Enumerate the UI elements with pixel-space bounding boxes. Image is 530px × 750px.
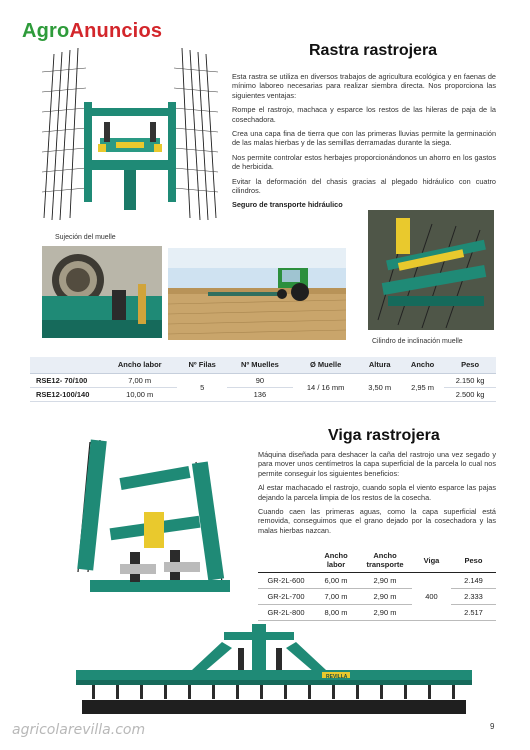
table-header-peso: Peso [444, 357, 496, 373]
table-header-altura: Altura [358, 357, 401, 373]
table-header-diametro: Ø Muelle [293, 357, 359, 373]
paragraph: Cuando caen las primeras aguas, como la capa superficial está removida, conseguimos que el grano dejado por la cosechadora y las malas hierbas nazcan. [258, 507, 496, 535]
cell-ancho-labor: 7,00 m [314, 589, 358, 605]
cell-model: GR-2L-700 [258, 589, 314, 605]
cylinder-caption: Cilindro de inclinación muelle [372, 338, 463, 345]
table-row [258, 573, 496, 589]
cell-muelles: 90 [227, 373, 293, 387]
paragraph: Al estar machacado el rastrojo, cuando sopla el viento esparce las pajas dejando la parcela limpia de los restos de la cosecha. [258, 483, 496, 502]
cell-ancho-labor: 7,00 m [102, 373, 177, 387]
cell-peso: 2.333 [451, 589, 496, 605]
cell-altura: 3,50 m [358, 373, 401, 401]
section2-title: Viga rastrojera [328, 427, 440, 444]
section2-body [258, 450, 496, 540]
cell-diametro: 14 / 16 mm [293, 373, 359, 401]
cell-model: GR-2L-600 [258, 573, 314, 589]
field-work-photo [168, 248, 346, 340]
table-row [30, 373, 496, 387]
cell-filas: 5 [177, 373, 227, 401]
table-header-ancho-labor: Ancho labor [102, 357, 177, 373]
viga-brand-label: REVILLA [326, 674, 348, 680]
cell-ancho: 2,95 m [401, 373, 444, 401]
table-header-ancho-labor: Ancho labor [314, 548, 358, 573]
hydraulic-transport-line: Seguro de transporte hidráulico [232, 200, 343, 210]
agroanuncios-logo [22, 20, 162, 43]
table-header-ancho: Ancho [401, 357, 444, 373]
logo-anuncios: Anuncios [69, 20, 163, 42]
table-header-ancho-transporte: Ancho transporte [358, 548, 412, 573]
viga-specs-table [258, 548, 496, 621]
cell-transporte: 2,90 m [358, 589, 412, 605]
paragraph: Evitar la deformación del chasis gracias al plegado hidráulico con cuatro cilindros. [232, 176, 496, 196]
cell-viga: 400 [412, 573, 451, 621]
cell-muelles: 136 [227, 387, 293, 401]
cell-model: GR-2L-800 [258, 605, 314, 621]
section1-title: Rastra rastrojera [309, 42, 438, 59]
folded-viga-image [60, 432, 250, 612]
cell-peso: 2.150 kg [444, 373, 496, 387]
rastra-specs-table [30, 357, 496, 402]
table-header-model [258, 548, 314, 573]
cell-model: RSE12-100/140 [30, 387, 102, 401]
folded-harrow-image [40, 42, 220, 228]
paragraph: Máquina diseñada para deshacer la caña del rastrojo una vez segado y para mover unos centímetros la capa superficial de la parcela lo cual nos permite conseguir los siguientes beneficios: [258, 450, 496, 478]
table-header-peso: Peso [451, 548, 496, 573]
paragraph: Nos permite controlar estos herbajes proporcionándonos un ahorro en los gastos de herbicida. [232, 152, 496, 172]
table-header-model [30, 357, 102, 373]
unfolded-viga-image [72, 622, 476, 718]
spring-mount-caption: Sujeción del muelle [55, 234, 116, 241]
paragraph: Rompe el rastrojo, machaca y esparce los restos de las hileras de paja de la cosechadora. [232, 105, 496, 124]
cell-peso: 2.517 [451, 605, 496, 621]
table-header-filas: Nº Filas [177, 357, 227, 373]
table-row [258, 605, 496, 621]
spring-mount-photo [42, 246, 162, 338]
cell-peso: 2.149 [451, 573, 496, 589]
cell-ancho-labor: 10,00 m [102, 387, 177, 401]
table-row [258, 589, 496, 605]
cylinder-photo [368, 210, 494, 330]
table-header-viga: Viga [412, 548, 451, 573]
footer-website: agricolarevilla.com [12, 722, 146, 738]
table-header-muelles: Nº Muelles [227, 357, 293, 373]
page-number: 9 [490, 722, 495, 731]
cell-model: RSE12- 70/100 [30, 373, 102, 387]
section1-body [232, 72, 496, 215]
cell-ancho-labor: 6,00 m [314, 573, 358, 589]
cell-transporte: 2,90 m [358, 573, 412, 589]
cell-ancho-labor: 8,00 m [314, 605, 358, 621]
cell-transporte: 2,90 m [358, 605, 412, 621]
paragraph: Esta rastra se utiliza en diversos trabajos de agricultura ecológica y en faenas de mínimo laboreo necesarias para realizar siembra directa. Nos proporciona las siguientes ventajas: [232, 72, 496, 100]
cell-peso: 2.500 kg [444, 387, 496, 401]
paragraph: Crea una capa fina de tierra que con las primeras lluvias permite la germinación de las malas hierbas y de las semillas derramadas durante la siega. [232, 129, 496, 148]
logo-agro: Agro [22, 20, 70, 42]
